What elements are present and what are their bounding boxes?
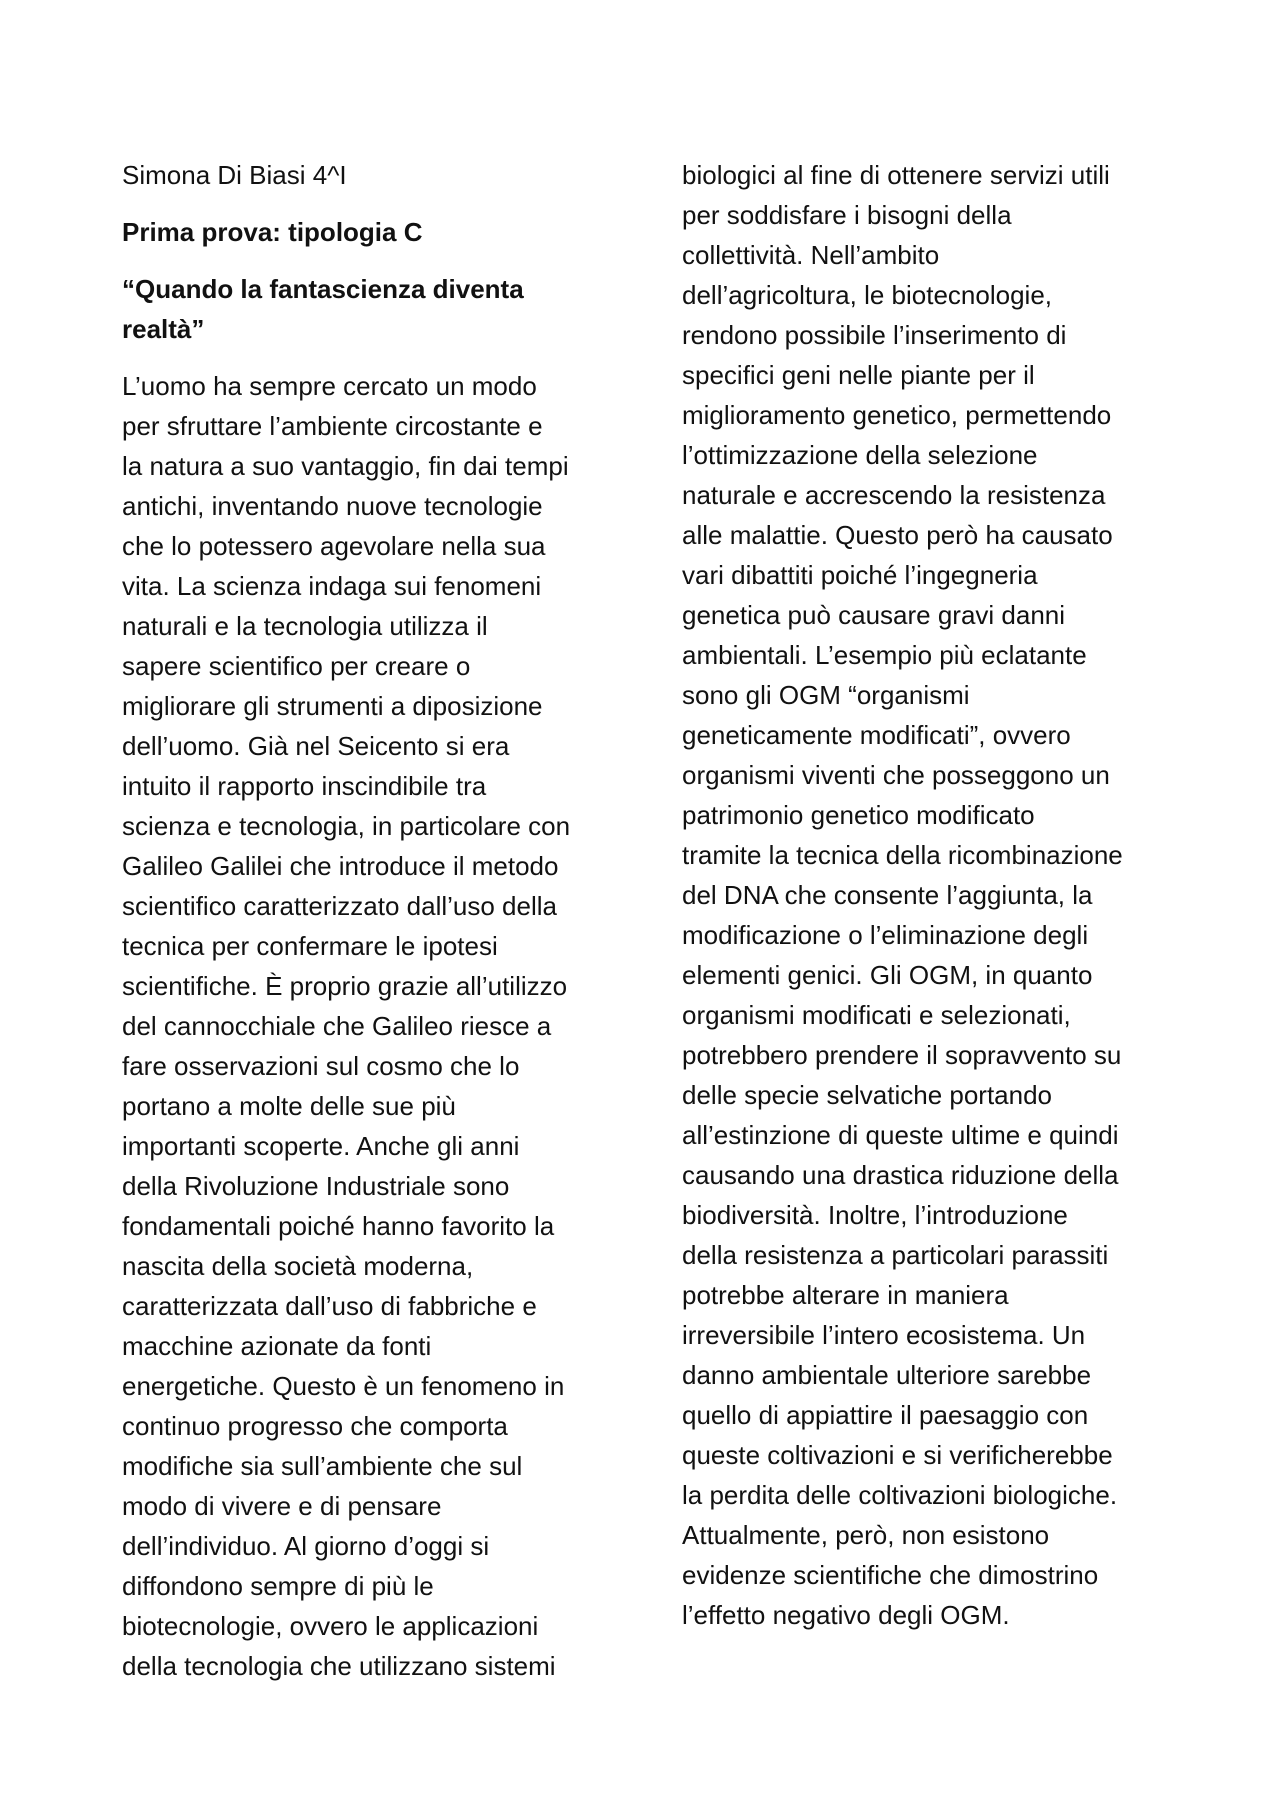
- body-line: miglioramento genetico, permettendo: [682, 400, 1112, 430]
- body-line: per sfruttare l’ambiente circostante e: [122, 411, 543, 441]
- body-line: organismi modificati e selezionati,: [682, 1000, 1071, 1030]
- body-line: sono gli OGM “organismi: [682, 680, 970, 710]
- body-line: naturale e accrescendo la resistenza: [682, 480, 1106, 510]
- body-line: biologici al fine di ottenere servizi utili: [682, 160, 1110, 190]
- body-line: sapere scientifico per creare o: [122, 651, 471, 681]
- body-line: per soddisfare i bisogni della: [682, 200, 1012, 230]
- body-line: naturali e la tecnologia utilizza il: [122, 611, 488, 641]
- body-line: modificazione o l’eliminazione degli: [682, 920, 1089, 950]
- body-line: energetiche. Questo è un fenomeno in: [122, 1371, 565, 1401]
- exam-heading: Prima prova: tipologia C: [122, 217, 423, 247]
- body-line: scienza e tecnologia, in particolare con: [122, 811, 571, 841]
- body-line: L’uomo ha sempre cercato un modo: [122, 371, 537, 401]
- body-line: del DNA che consente l’aggiunta, la: [682, 880, 1093, 910]
- body-line: tramite la tecnica della ricombinazione: [682, 840, 1123, 870]
- body-line: Attualmente, però, non esistono: [682, 1520, 1050, 1550]
- body-line: delle specie selvatiche portando: [682, 1080, 1053, 1110]
- body-line: nascita della società moderna,: [122, 1251, 474, 1281]
- body-line: evidenze scientifiche che dimostrino: [682, 1560, 1099, 1590]
- body-line: della tecnologia che utilizzano sistemi: [122, 1651, 556, 1681]
- body-line: dell’agricoltura, le biotecnologie,: [682, 280, 1053, 310]
- body-line: caratterizzata dall’uso di fabbriche e: [122, 1291, 537, 1321]
- body-line: danno ambientale ulteriore sarebbe: [682, 1360, 1092, 1390]
- body-line: queste coltivazioni e si verificherebbe: [682, 1440, 1113, 1470]
- body-line: potrebbero prendere il sopravvento su: [682, 1040, 1122, 1070]
- body-line: del cannocchiale che Galileo riesce a: [122, 1011, 552, 1041]
- body-line: che lo potessero agevolare nella sua: [122, 531, 546, 561]
- body-line: quello di appiattire il paesaggio con: [682, 1400, 1089, 1430]
- body-line: organismi viventi che posseggono un: [682, 760, 1110, 790]
- body-line: l’effetto negativo degli OGM.: [682, 1600, 1010, 1630]
- body-line: biotecnologie, ovvero le applicazioni: [122, 1611, 539, 1641]
- body-line: Galileo Galilei che introduce il metodo: [122, 851, 559, 881]
- body-line: irreversibile l’intero ecosistema. Un: [682, 1320, 1086, 1350]
- essay-title: [122, 269, 622, 349]
- left-column: [122, 155, 622, 1686]
- body-line: specifici geni nelle piante per il: [682, 360, 1035, 390]
- body-line: vari dibattiti poiché l’ingegneria: [682, 560, 1038, 590]
- body-line: all’estinzione di queste ultime e quindi: [682, 1120, 1119, 1150]
- body-line: intuito il rapporto inscindibile tra: [122, 771, 487, 801]
- body-line: portano a molte delle sue più: [122, 1091, 456, 1121]
- body-line: macchine azionate da fonti: [122, 1331, 432, 1361]
- essay-title-line: realtà”: [122, 314, 205, 344]
- body-line: dell’individuo. Al giorno d’oggi si: [122, 1531, 490, 1561]
- body-line: fondamentali poiché hanno favorito la: [122, 1211, 555, 1241]
- body-line: geneticamente modificati”, ovvero: [682, 720, 1071, 750]
- body-line: migliorare gli strumenti a diposizione: [122, 691, 543, 721]
- body-line: modo di vivere e di pensare: [122, 1491, 442, 1521]
- body-line: rendono possibile l’inserimento di: [682, 320, 1067, 350]
- body-line: ambientali. L’esempio più eclatante: [682, 640, 1087, 670]
- body-line: genetica può causare gravi danni: [682, 600, 1066, 630]
- right-column: [682, 155, 1182, 1635]
- body-line: fare osservazioni sul cosmo che lo: [122, 1051, 520, 1081]
- body-line: scientifico caratterizzato dall’uso della: [122, 891, 557, 921]
- body-line: elementi genici. Gli OGM, in quanto: [682, 960, 1093, 990]
- body-line: scientifiche. È proprio grazie all’utilizzo: [122, 971, 568, 1001]
- essay-title-line: “Quando la fantascienza diventa: [122, 274, 524, 304]
- body-line: alle malattie. Questo però ha causato: [682, 520, 1113, 550]
- body-line: l’ottimizzazione della selezione: [682, 440, 1038, 470]
- body-line: dell’uomo. Già nel Seicento si era: [122, 731, 510, 761]
- body-line: tecnica per confermare le ipotesi: [122, 931, 498, 961]
- body-line: continuo progresso che comporta: [122, 1411, 508, 1441]
- body-line: biodiversità. Inoltre, l’introduzione: [682, 1200, 1068, 1230]
- body-line: della Rivoluzione Industriale sono: [122, 1171, 510, 1201]
- body-line: potrebbe alterare in maniera: [682, 1280, 1009, 1310]
- body-line: antichi, inventando nuove tecnologie: [122, 491, 543, 521]
- body-line: causando una drastica riduzione della: [682, 1160, 1119, 1190]
- body-line: la natura a suo vantaggio, fin dai tempi: [122, 451, 569, 481]
- body-line: collettività. Nell’ambito: [682, 240, 940, 270]
- author-line: Simona Di Biasi 4^I: [122, 160, 347, 190]
- body-line: patrimonio genetico modificato: [682, 800, 1035, 830]
- body-line: la perdita delle coltivazioni biologiche.: [682, 1480, 1118, 1510]
- body-line: importanti scoperte. Anche gli anni: [122, 1131, 520, 1161]
- body-line: diffondono sempre di più le: [122, 1571, 434, 1601]
- right-body-text: [682, 155, 1182, 1635]
- body-line: vita. La scienza indaga sui fenomeni: [122, 571, 542, 601]
- body-line: modifiche sia sull’ambiente che sul: [122, 1451, 523, 1481]
- left-body-text: [122, 366, 622, 1686]
- body-line: della resistenza a particolari parassiti: [682, 1240, 1109, 1270]
